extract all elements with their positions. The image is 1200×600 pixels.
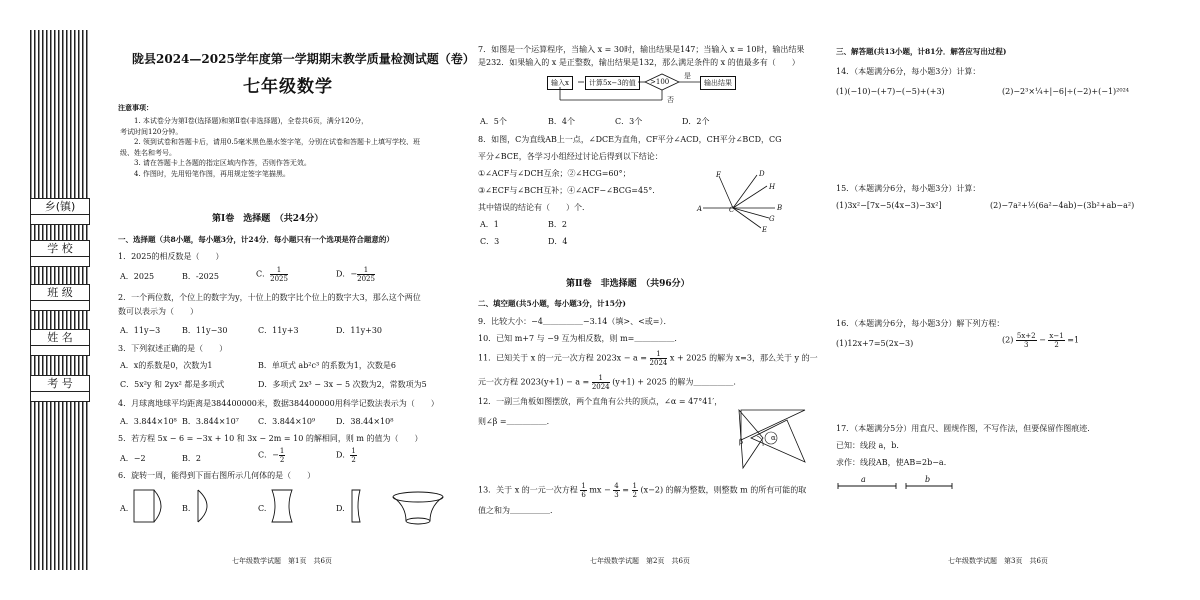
option-letter: D．− (336, 269, 358, 279)
q8-line4: ③∠ECF与∠BCH互补；④∠ACF−∠BCG=45°． (478, 186, 661, 195)
q16-text: (2) (1002, 335, 1014, 345)
q17-given: 已知：线段 a，b． (836, 441, 905, 450)
q17-requirement: 求作：线段AB，使AB=2b−a． (836, 458, 952, 467)
q3-option-c: C．5x²y 和 2yx² 都是多项式 (120, 380, 225, 389)
q17-segments (836, 480, 956, 492)
q8-label-a: A (697, 205, 703, 213)
denominator: 2024 (649, 359, 668, 367)
fraction (632, 482, 638, 499)
q5-option-c (258, 447, 285, 464)
q17-stem: 17．（本题满分5分）用直尺、圆规作图，不写作法，但要保留作图痕迹． (836, 424, 1096, 433)
numerator: 1 (632, 482, 637, 490)
note-line: 考试时间120分钟。 (120, 128, 183, 136)
exam-subject: 七年级数学 (243, 77, 333, 97)
q8-line5: 其中错误的结论有（ ）个． (478, 203, 590, 212)
flow-input-box: 输入x (547, 76, 573, 90)
q8-label-h: H (769, 183, 776, 191)
q6-option-a: A. (120, 504, 129, 513)
q4-option-a: A．3.844×10⁸ (120, 417, 177, 426)
fraction (613, 482, 619, 499)
flow-output-box: 输出结果 (700, 76, 736, 90)
q8-option-c: C．3 (480, 237, 500, 246)
part2-heading: 第Ⅱ卷 非选择题 （共96分） (566, 279, 690, 289)
q6-option-d: D. (336, 504, 345, 513)
numerator: 1 (270, 266, 288, 275)
q4-option-b: B．3.844×10⁷ (182, 417, 239, 426)
denominator: 2025 (270, 275, 288, 283)
q14-part2: (2)−2³×¼+|−6|÷(−2)+(−1)²⁰²⁴ (1002, 87, 1129, 96)
page3-footer: 七年级数学试题 第3页 共6页 (948, 557, 1048, 565)
denominator: 2 (279, 456, 285, 464)
q3-option-d: D．多项式 2x³ − 3x − 5 次数为2，常数项为5 (258, 380, 427, 389)
field-label: 乡(镇) (31, 199, 89, 215)
flow-no-label: 否 (667, 96, 674, 104)
q6-option-c: C. (258, 504, 267, 513)
q2-stem-line2: 数可以表示为（ ） (118, 307, 198, 316)
numerator: 1 (357, 266, 375, 275)
numerator: 1 (650, 350, 668, 359)
q4-option-d: D．38.44×10⁸ (336, 417, 394, 426)
option-letter: C． (256, 269, 271, 279)
fraction (1048, 332, 1064, 349)
q16-text: =1 (1067, 335, 1080, 345)
fraction (592, 374, 610, 391)
q13-line2: 值之和为＿＿＿＿＿． (478, 506, 558, 515)
note-line: 级、姓名和考号。 (120, 149, 176, 157)
q7-option-a: A．5个 (480, 117, 507, 126)
q6-figure-c (266, 486, 306, 526)
q2-option-d: D．11y+30 (336, 326, 382, 335)
q1-stem: 1．2025的相反数是（ ） (118, 252, 224, 261)
exam-title: 陇县2024—2025学年度第一学期期末教学质量检测试题（卷） (132, 52, 475, 66)
q15-stem: 15．（本题满分6分，每小题3分）计算： (836, 184, 981, 193)
denominator: 3 (1024, 341, 1029, 349)
q7-option-d: D．2个 (682, 117, 710, 126)
field-township (30, 198, 90, 225)
notes-heading: 注意事项： (118, 103, 153, 112)
q11-text: 11．已知关于 x 的一元一次方程 2023x − a = (478, 353, 647, 363)
denominator: 2 (632, 491, 637, 499)
q2-option-b: B．11y−30 (182, 326, 228, 335)
page2-footer: 七年级数学试题 第2页 共6页 (590, 557, 690, 565)
fraction (1016, 332, 1037, 349)
fraction (279, 447, 285, 464)
note-line: 3. 请在答题卡上各题的指定区域内作答，否则作答无效。 (134, 159, 311, 167)
field-label: 考 号 (31, 376, 89, 392)
numerator: 1 (592, 374, 610, 383)
q6-figure-b (190, 486, 230, 526)
fraction (650, 350, 668, 367)
section3-heading: 三、解答题(共13小题，计81分．解答应写出过程) (836, 47, 1007, 56)
note-line: 2. 领到试卷和答题卡后，请用0.5毫米黑色墨水签字笔，分别在试卷和答题卡上填写学校、班 (134, 138, 421, 146)
flow-condition: >100 (650, 78, 670, 86)
q11-text: 元一次方程 2023(y+1) − a = (478, 377, 590, 387)
q8-label-c: C (729, 206, 735, 214)
q5-option-a: A．−2 (120, 454, 146, 463)
q12-alpha-label: α (771, 434, 776, 442)
q8-label-b: B (777, 204, 783, 212)
field-label: 班 级 (31, 285, 89, 301)
q8-label-e: E (762, 226, 768, 234)
q15-part2: (2)−7a²+½(6a²−4ab)−(3b²+ab−a²) (990, 201, 1135, 210)
q14-stem: 14．（本题满分6分，每小题3分）计算： (836, 67, 981, 76)
field-label: 学 校 (31, 241, 89, 257)
field-class (30, 284, 90, 311)
q8-option-a: A．1 (480, 220, 499, 229)
denominator: 3 (614, 491, 619, 499)
option-letter: D． (336, 450, 351, 460)
field-label: 姓 名 (31, 330, 89, 346)
fraction (357, 266, 375, 283)
q6-option-b: B. (182, 504, 191, 513)
denominator: 2 (351, 456, 356, 464)
denominator: 2024 (591, 383, 610, 391)
q8-option-d: D．4 (548, 237, 568, 246)
denominator: 2 (1054, 341, 1059, 349)
q13-text: (x−2) 的解为整数，则整数 m 的所有可能的取 (640, 485, 807, 495)
q15-part1: (1)3x²−[7x−5(4x−3)−3x²] (836, 201, 942, 210)
section1-heading: 一、选择题（共8小题，每小题3分，计24分．每小题只有一个选项是符合题意的） (118, 235, 394, 244)
q2-option-c: C．11y+3 (258, 326, 299, 335)
numerator: x−1 (1049, 332, 1064, 340)
q16-stem: 16．（本题满分6分，每小题3分）解下列方程： (836, 319, 1005, 328)
q7-line2: 是232．如果输入的 x 是正整数，输出结果是132，那么满足条件的 x 的值最多有（ ） (478, 58, 800, 67)
part1-heading: 第Ⅰ卷 选择题 （共24分） (212, 214, 324, 224)
q9: 9．比较大小：−4＿＿＿＿＿−3.14（填>、<或=）． (478, 317, 672, 326)
q11-text: x + 2025 的解为 x=3，那么关于 y 的一 (669, 353, 818, 363)
q13-line1 (478, 482, 806, 499)
q8-label-d: D (759, 170, 765, 178)
q8-angle-figure (695, 168, 785, 238)
note-line: 1. 本试卷分为第Ⅰ卷(选择题)和第Ⅱ卷(非选择题)，全卷共6页，满分120分， (134, 117, 369, 125)
q11-line1 (478, 350, 818, 367)
q11-text: (y+1) + 2025 的解为＿＿＿＿＿． (612, 377, 742, 387)
section2-heading: 二、填空题(共5小题，每小题3分，计15分) (478, 299, 626, 308)
q8-line3: ①∠ACF与∠DCH互余；②∠HCG=60°； (478, 169, 631, 178)
minus-sign: − (1039, 335, 1046, 345)
field-name (30, 329, 90, 356)
q6-solid-figure (388, 488, 458, 528)
q1-option-a: A．2025 (120, 272, 155, 281)
q1-option-b: B．-2025 (182, 272, 219, 281)
q4-stem: 4．月球离地球平均距离是384400000米，数据384400000用科学记数法表示为（ ） (118, 399, 439, 408)
numerator: 4 (614, 482, 619, 490)
q2-option-a: A．11y−3 (120, 326, 161, 335)
q16-part2 (1002, 332, 1079, 349)
q6-figure-a (128, 486, 191, 526)
q1-option-d (336, 266, 375, 283)
q7-option-c: C．3个 (615, 117, 643, 126)
field-school (30, 240, 90, 267)
q12-line2: 则∠β =＿＿＿＿＿． (478, 417, 555, 426)
page1-footer: 七年级数学试题 第1页 共6页 (232, 557, 332, 565)
segment-a-label: a (861, 475, 866, 484)
q3-option-a: A．x的系数是0，次数为1 (120, 361, 213, 370)
fraction (350, 447, 356, 464)
q13-text: 13．关于 x 的一元一次方程 (478, 485, 578, 495)
flow-calc-box: 计算5x−3的值 (585, 76, 640, 90)
q6-figure-d (346, 486, 386, 526)
numerator: 5x+2 (1016, 332, 1036, 340)
q1-option-c (256, 266, 288, 283)
denominator: 6 (581, 491, 586, 499)
field-exam-number (30, 375, 90, 402)
note-line: 4. 作图时，先用铅笔作图，再用规定签字笔描黑。 (134, 170, 290, 178)
q12-beta-label: β (739, 438, 744, 446)
q8-label-g: G (769, 215, 775, 223)
q7-line1: 7．如图是一个运算程序，当输入 x = 30时，输出结果是147；当输入 x = 10时，输出结果 (478, 45, 805, 54)
q8-line1: 8．如图，C为直线AB上一点，∠DCE为直角，CF平分∠ACD，CH平分∠BCD，CG (478, 135, 782, 144)
q4-option-c: C．3.844×10⁹ (258, 417, 316, 426)
q7-option-b: B．4个 (548, 117, 575, 126)
q3-option-b: B．单项式 ab²c³ 的系数为1，次数是6 (258, 361, 396, 370)
numerator: 1 (279, 447, 285, 455)
q8-line2: 平分∠BCE，各学习小组经过讨论后得到以下结论： (478, 152, 663, 161)
numerator: 1 (351, 447, 356, 455)
flow-yes-label: 是 (684, 72, 691, 80)
q8-option-b: B．2 (548, 220, 567, 229)
q12-line1: 12．一副三角板如图摆放，两个直角有公共的顶点，∠α = 47°41′， (478, 397, 723, 406)
q5-stem: 5．若方程 5x − 6 = −3x + 10 和 3x − 2m = 10 的解相同，则 m 的值为（ ） (118, 434, 423, 443)
fraction (580, 482, 586, 499)
q8-label-f: F (716, 171, 721, 179)
q14-part1: (1)(−10)−(+7)−(−5)+(+3) (836, 87, 945, 96)
q13-text: mx − (589, 485, 611, 495)
q16-part1: (1)12x+7=5(2x−3) (836, 339, 914, 348)
q10: 10．已知 m+7 与 −9 互为相反数，则 m=＿＿＿＿＿． (478, 334, 683, 343)
q3-stem: 3．下列叙述正确的是（ ） (118, 344, 228, 353)
numerator: 1 (581, 482, 586, 490)
q5-option-d (336, 447, 357, 464)
denominator: 2025 (357, 275, 375, 283)
q13-text: = (622, 485, 629, 495)
q2-stem-line1: 2．一个两位数，个位上的数字为y，十位上的数字比个位上的数字大3，那么这个两位 (118, 293, 421, 302)
q11-line2 (478, 374, 741, 391)
segment-b-label: b (925, 475, 931, 484)
fraction (270, 266, 288, 283)
option-letter: C．− (258, 450, 279, 460)
q5-option-b: B．2 (182, 454, 201, 463)
q6-stem: 6．旋转一周，能得到下面右图所示几何体的是（ ） (118, 471, 316, 480)
